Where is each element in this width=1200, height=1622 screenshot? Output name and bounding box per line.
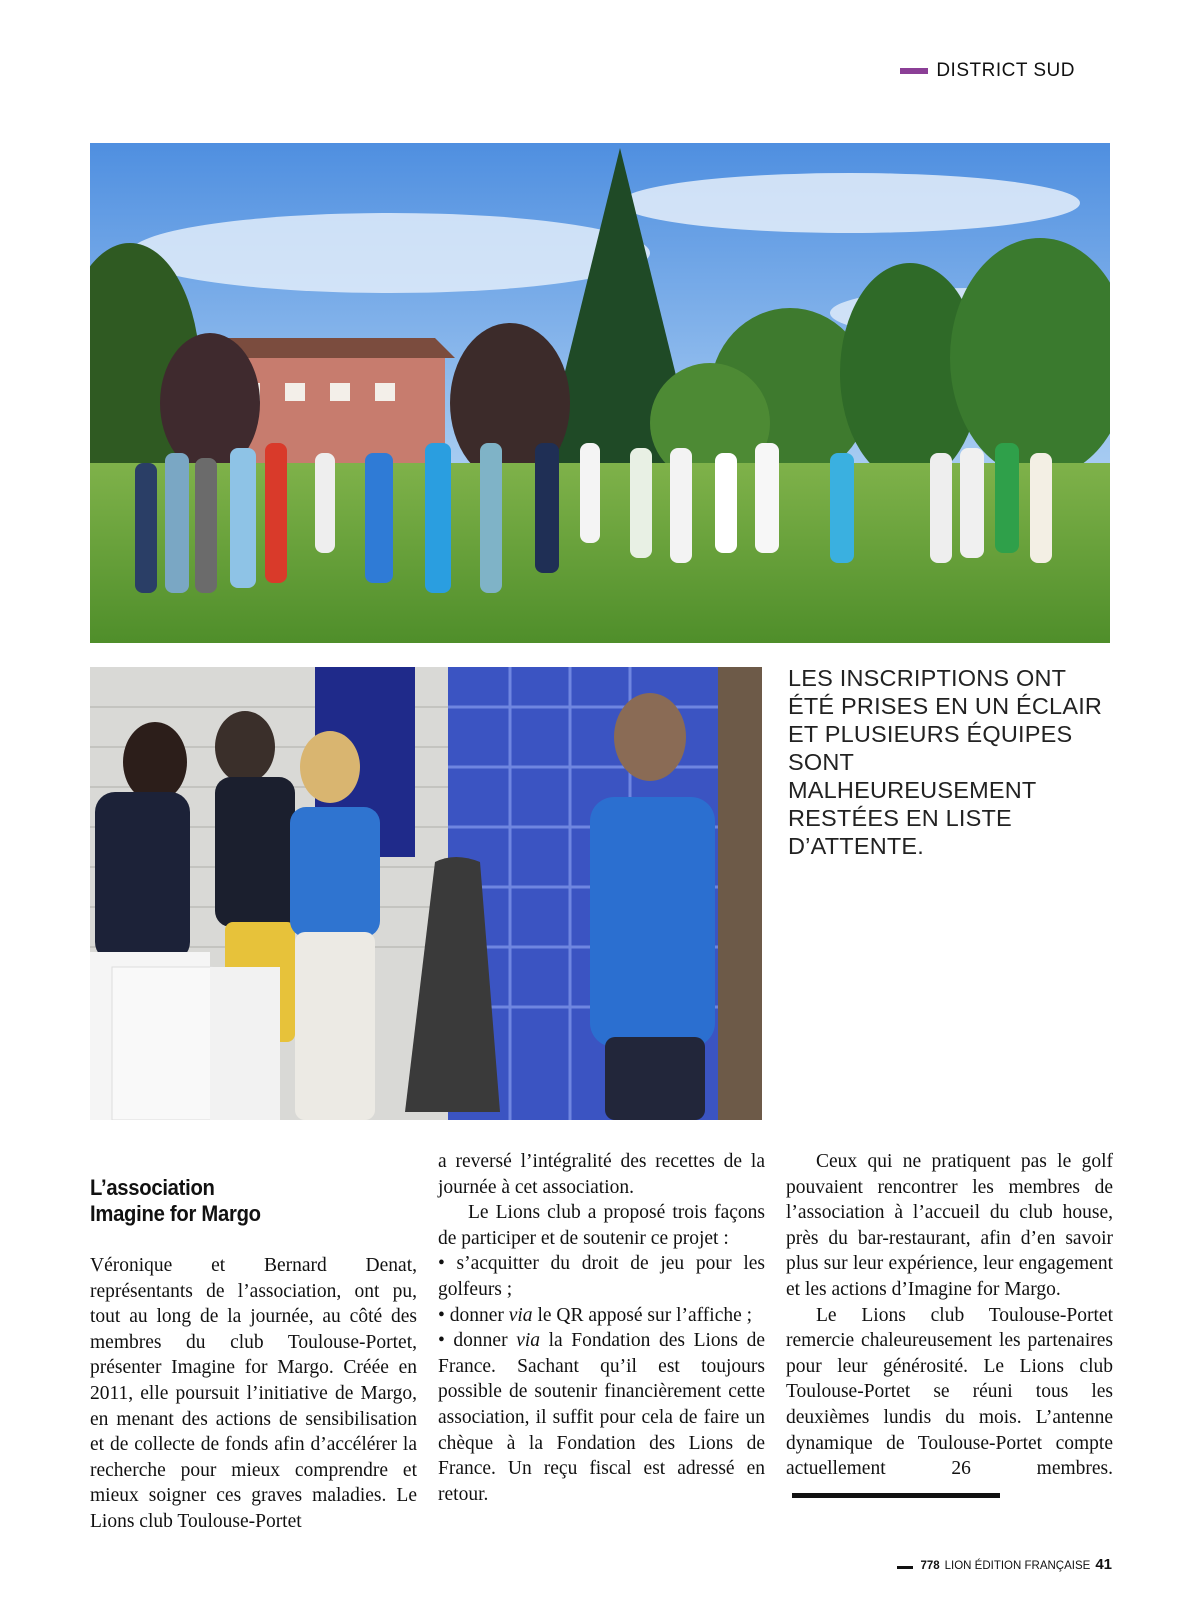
page-number: 41 — [1095, 1556, 1112, 1573]
article-column-2 — [438, 1149, 765, 1507]
bullet-text: • donner — [438, 1330, 517, 1352]
article-paragraph-text: Le Lions club Toulouse-Portet remercie chaleureusement les partenaires pour leur générosité. Le Lions club Toulouse-Portet se réuni tous les deuxièmes lundis du mois. L’antenne dynamique de Toulouse-Portet compte actuellement 26 membres. — [786, 1304, 1113, 1480]
article-paragraph — [786, 1303, 1113, 1508]
bullet-emphasis: via — [516, 1330, 541, 1352]
section-tag — [900, 60, 1075, 82]
article-column-3 — [786, 1149, 1113, 1507]
photo-presentation-bags — [90, 667, 762, 1120]
issue-number: 778 — [920, 1560, 940, 1572]
end-of-article-bar — [792, 1493, 1000, 1498]
page-footer — [897, 1556, 1112, 1573]
photo-golf-course-group — [90, 143, 1110, 643]
article-heading-line1: L’association — [90, 1175, 215, 1200]
photo-caption: LES INSCRIPTIONS ONT ÉTÉ PRISES EN UN ÉCLAIR ET PLUSIEURS ÉQUIPES SONT MALHEUREUSEMENT RESTÉES EN LISTE D’ATTENTE. — [788, 665, 1103, 859]
article-paragraph: Véronique et Bernard Denat, représentants de l’association, ont pu, tout au long de la journée, au côté des membres du club Toulouse-Portet, présenter Imagine for Margo. Créée en 2011, elle poursuit l’initiative de Margo, en menant des actions de sensibilisation et de collecte de fonds afin d’accélérer la recherche pour mieux comprendre et mieux soigner ces graves maladies. Le Lions club Toulouse-Portet — [90, 1255, 417, 1532]
bullet-text: la Fondation des Lions de France. Sachant qu’il est toujours possible de soutenir financièrement cette association, il suffit pour cela de faire un chèque à la Fondation des Lions de France. Un reçu fiscal est adressé en retour. — [438, 1330, 765, 1505]
article-paragraph: a reversé l’intégralité des recettes de la journée à cet association. — [438, 1151, 765, 1198]
publication-name: LION ÉDITION FRANÇAISE — [944, 1560, 1091, 1572]
section-accent-bar — [900, 68, 928, 74]
bullet-text: • donner — [438, 1304, 509, 1326]
footer-dash — [897, 1566, 913, 1569]
article-heading-line2: Imagine for Margo — [90, 1201, 261, 1226]
article-heading — [90, 1175, 391, 1227]
bullet-text: le QR apposé sur l’affiche ; — [532, 1304, 753, 1326]
section-label: DISTRICT SUD — [936, 60, 1075, 81]
article-column-1 — [90, 1175, 417, 1535]
bullet-emphasis: via — [508, 1304, 533, 1326]
article-paragraph: Le Lions club a proposé trois façons de participer et de soutenir ce projet : — [438, 1202, 765, 1249]
bullet-item: • s’acquitter du droit de jeu pour les golfeurs ; — [438, 1253, 765, 1300]
bullet-item — [438, 1303, 765, 1329]
article-paragraph: Ceux qui ne pratiquent pas le golf pouvaient rencontrer les membres de l’association à l’accueil du club house, près du bar-restaurant, afin d’en savoir plus sur leur expérience, leur engagement et les actions d’Imagine for Margo. — [786, 1151, 1113, 1300]
bullet-item — [438, 1328, 765, 1507]
